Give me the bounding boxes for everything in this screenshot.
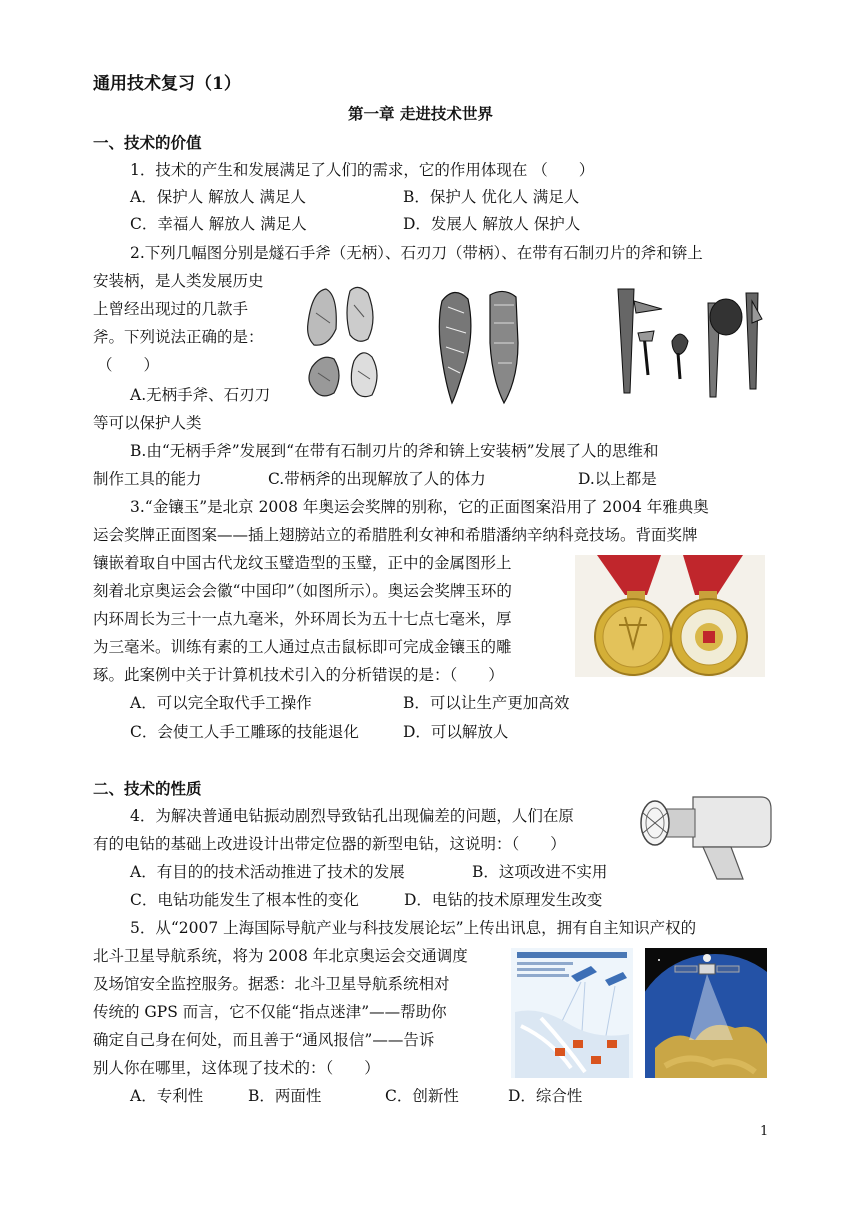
question-5-line: 传统的 GPS 而言，它不仅能“指点迷津”——帮助你 bbox=[93, 1003, 447, 1021]
q1-option-d: D．发展人 解放人 保护人 bbox=[403, 215, 581, 233]
q4-option-c: C．电钻功能发生了根本性的变化 bbox=[130, 891, 359, 909]
section-heading: 二、技术的性质 bbox=[93, 779, 202, 798]
question-5-line: 别人你在哪里，这体现了技术的：（ ） bbox=[93, 1059, 380, 1077]
question-5-line: 5．从“2007 上海国际导航产业与科技发展论坛”上传出讯息，拥有自主知识产权的 bbox=[130, 919, 697, 937]
q1-option-b: B．保护人 优化人 满足人 bbox=[403, 188, 580, 206]
question-2-line: 斧。下列说法正确的是： bbox=[93, 328, 264, 346]
document-title: 通用技术复习（1） bbox=[93, 74, 241, 94]
q4-option-b: B．这项改进不实用 bbox=[472, 863, 608, 881]
question-3-line: 镶嵌着取自中国古代龙纹玉璧造型的玉璧，正中的金属图形上 bbox=[93, 554, 512, 572]
question-2-line: 上曾经出现过的几款手 bbox=[93, 300, 249, 318]
navigation-system-diagram bbox=[511, 948, 633, 1078]
satellite-globe-image bbox=[645, 948, 767, 1078]
q1-option-c: C．幸福人 解放人 满足人 bbox=[130, 215, 307, 233]
page-number: 1 bbox=[760, 1124, 769, 1139]
q5-option-c: C．创新性 bbox=[385, 1087, 459, 1105]
section-heading: 一、技术的价值 bbox=[93, 133, 202, 152]
q3-option-c: C．会使工人手工雕琢的技能退化 bbox=[130, 723, 359, 741]
question-3-line: 刻着北京奥运会会徽“中国印”（如图所示）。奥运会奖牌玉环的 bbox=[93, 582, 512, 600]
hafted-axe-figure bbox=[612, 283, 767, 401]
question-4-line: 4．为解决普通电钻振动剧烈导致钻孔出现偏差的问题，人们在原 bbox=[130, 807, 574, 825]
question-3-line: 琢。此案例中关于计算机技术引入的分析错误的是：（ ） bbox=[93, 666, 504, 684]
q2-option-a: 等可以保护人类 bbox=[93, 414, 202, 432]
q1-option-a: A．保护人 解放人 满足人 bbox=[130, 188, 307, 206]
question-5-line: 及场馆安全监控服务。据悉：北斗卫星导航系统相对 bbox=[93, 975, 450, 993]
hand-axe-figure bbox=[298, 283, 403, 411]
q5-option-b: B．两面性 bbox=[248, 1087, 322, 1105]
question-3-line: 运会奖牌正面图案——插上翅膀站立的希腊胜利女神和希腊潘纳辛纳科竞技场。背面奖牌 bbox=[93, 526, 698, 544]
drill-with-locator-image bbox=[633, 791, 778, 881]
question-2-line: 2.下列几幅图分别是燧石手斧（无柄）、石刃刀（带柄）、在带有石制刃片的斧和锛上 bbox=[130, 244, 703, 262]
question-3-line: 3.“金镶玉”是北京 2008 年奥运会奖牌的别称，它的正面图案沿用了 2004 年雅典奥 bbox=[130, 498, 709, 516]
q4-option-d: D．电钻的技术原理发生改变 bbox=[404, 891, 603, 909]
q4-option-a: A．有目的的技术活动推进了技术的发展 bbox=[130, 863, 405, 881]
q2-option-a: A.无柄手斧、石刃刀 bbox=[130, 386, 271, 404]
question-3-line: 为三毫米。训练有素的工人通过点击鼠标即可完成金镶玉的雕 bbox=[93, 638, 512, 656]
question-1-stem: 1．技术的产生和发展满足了人们的需求，它的作用体现在 （ ） bbox=[130, 161, 595, 179]
question-4-line: 有的电钻的基础上改进设计出带定位器的新型电钻，这说明：（ ） bbox=[93, 835, 566, 853]
stone-blade-figure bbox=[432, 283, 530, 411]
question-2-line: （ ） bbox=[97, 356, 160, 374]
q3-option-b: B．可以让生产更加高效 bbox=[403, 694, 570, 712]
q5-option-d: D．综合性 bbox=[508, 1087, 583, 1105]
question-5-line: 确定自己身在何处，而且善于“通风报信”——告诉 bbox=[93, 1031, 435, 1049]
question-3-line: 内环周长为三十一点九毫米，外环周长为五十七点七毫米，厚 bbox=[93, 610, 512, 628]
chapter-title: 第一章 走进技术世界 bbox=[348, 104, 493, 123]
q5-option-a: A．专利性 bbox=[130, 1087, 204, 1105]
q2-option-b: B.由“无柄手斧”发展到“在带有石制刃片的斧和锛上安装柄”发展了人的思维和 bbox=[130, 442, 659, 460]
q2-option-d: D.以上都是 bbox=[578, 470, 657, 488]
q2-option-b: 制作工具的能力 bbox=[93, 470, 202, 488]
q2-option-c: C.带柄斧的出现解放了人的体力 bbox=[268, 470, 486, 488]
q3-option-a: A．可以完全取代手工操作 bbox=[130, 694, 312, 712]
q3-option-d: D．可以解放人 bbox=[403, 723, 509, 741]
question-2-line: 安装柄，是人类发展历史 bbox=[93, 272, 264, 290]
question-5-line: 北斗卫星导航系统，将为 2008 年北京奥运会交通调度 bbox=[93, 947, 468, 965]
olympic-medals-photo bbox=[575, 555, 765, 677]
